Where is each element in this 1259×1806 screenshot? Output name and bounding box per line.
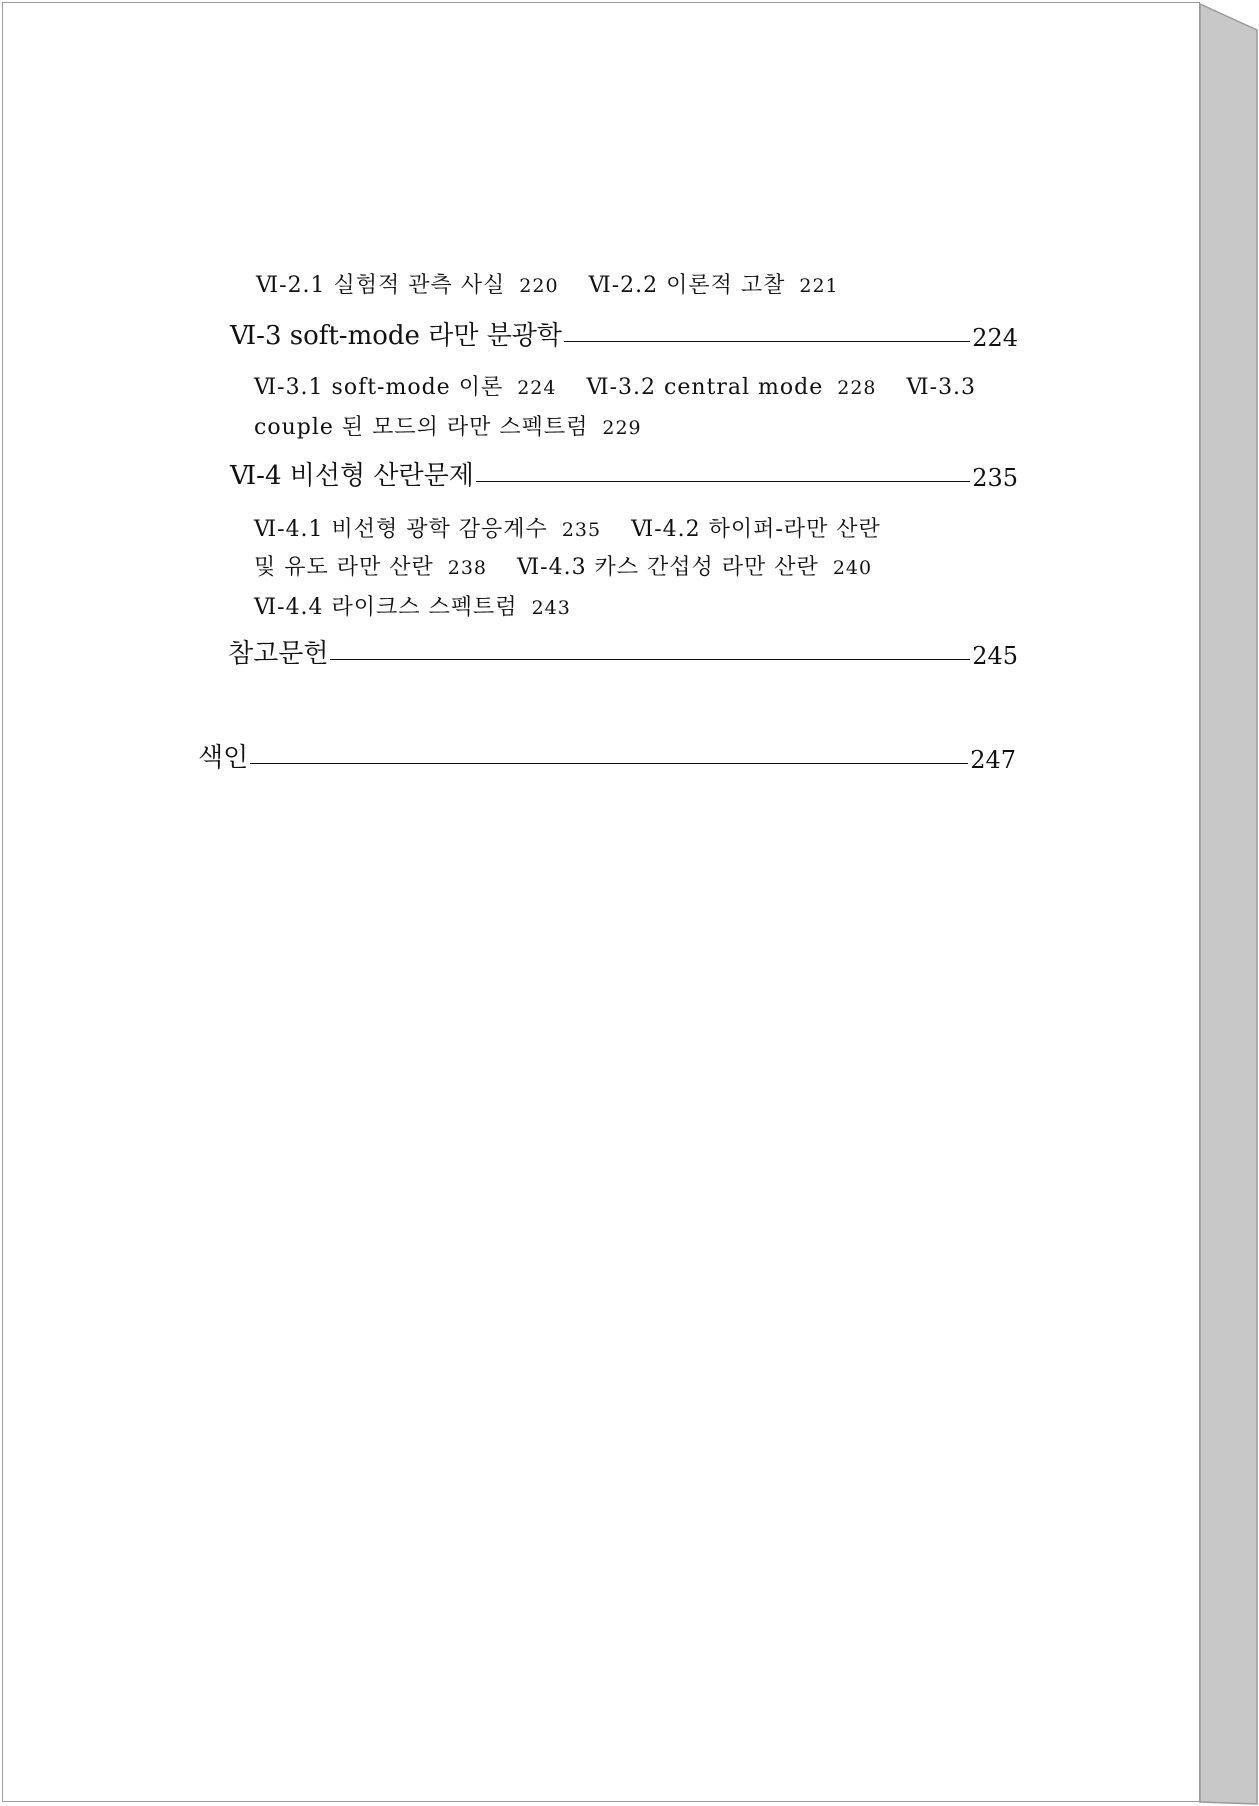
toc-subentries-6-4-line3	[254, 590, 601, 621]
toc-leader-line	[330, 659, 970, 660]
toc-sub-6-2-2-label: Ⅵ-2.2 이론적 고찰	[588, 273, 786, 298]
toc-sub-6-4-2-page: 238	[447, 557, 488, 579]
toc-sub-6-4-1-label: Ⅵ-4.1 비선형 광학 감응계수	[254, 517, 548, 542]
toc-sub-6-3-1-page: 224	[517, 377, 557, 399]
toc-sub-6-4-2-label-cont: 및 유도 라만 산란	[254, 555, 434, 580]
toc-leader-line	[476, 481, 970, 482]
toc-sub-6-4-2-label: Ⅵ-4.2 하이퍼-라만 산란	[631, 517, 881, 542]
toc-sub-6-2-1-label: Ⅵ-2.1 실험적 관측 사실	[256, 273, 506, 298]
toc-entry-index-page: 247	[970, 746, 1016, 774]
toc-sub-6-3-3-page: 229	[602, 417, 642, 439]
toc-sub-6-4-3-page: 240	[832, 557, 873, 579]
toc-entry-6-3	[230, 316, 1018, 352]
toc-sub-6-3-1-label: Ⅵ-3.1 soft-mode 이론	[254, 375, 504, 400]
toc-entry-index	[198, 738, 1016, 774]
toc-subentries-6-3-line2	[254, 410, 672, 441]
toc-entry-references-page: 245	[972, 642, 1018, 670]
toc-sub-6-2-1-page: 220	[519, 275, 559, 297]
toc-subentries-6-3-line1	[254, 370, 976, 401]
toc-sub-6-4-4-page: 243	[531, 597, 571, 619]
toc-sub-6-3-3-label: Ⅵ-3.3	[906, 375, 977, 400]
toc-subentries-6-4-line1	[254, 512, 881, 543]
toc-sub-6-2-2-page: 221	[799, 275, 839, 297]
toc-sub-6-4-3-label: Ⅵ-4.3 카스 간섭성 라만 산란	[517, 555, 819, 580]
toc-sub-6-3-2-label: Ⅵ-3.2 central mode	[586, 375, 824, 400]
toc-entry-references	[228, 634, 1018, 670]
toc-sub-6-4-1-page: 235	[561, 519, 602, 541]
toc-subentries-6-2	[256, 268, 869, 299]
toc-sub-6-4-4-label: Ⅵ-4.4 라이크스 스펙트럼	[254, 595, 518, 620]
toc-entry-6-4-title: Ⅵ-4 비선형 산란문제	[230, 461, 474, 491]
toc-entry-6-3-page: 224	[972, 324, 1018, 352]
toc-entry-6-4	[230, 456, 1018, 492]
toc-sub-6-3-2-page: 228	[837, 377, 877, 399]
toc-sub-6-3-3-label-cont: couple 된 모드의 라만 스펙트럼	[254, 415, 589, 440]
toc-entry-6-3-title: Ⅵ-3 soft-mode 라만 분광학	[230, 321, 563, 351]
toc-leader-line	[250, 763, 968, 764]
toc-entry-references-title: 참고문헌	[228, 639, 329, 669]
toc-subentries-6-4-line2	[254, 550, 902, 581]
toc-entry-index-title: 색인	[198, 743, 249, 773]
toc-leader-line	[564, 341, 970, 342]
toc-entry-6-4-page: 235	[972, 464, 1018, 492]
